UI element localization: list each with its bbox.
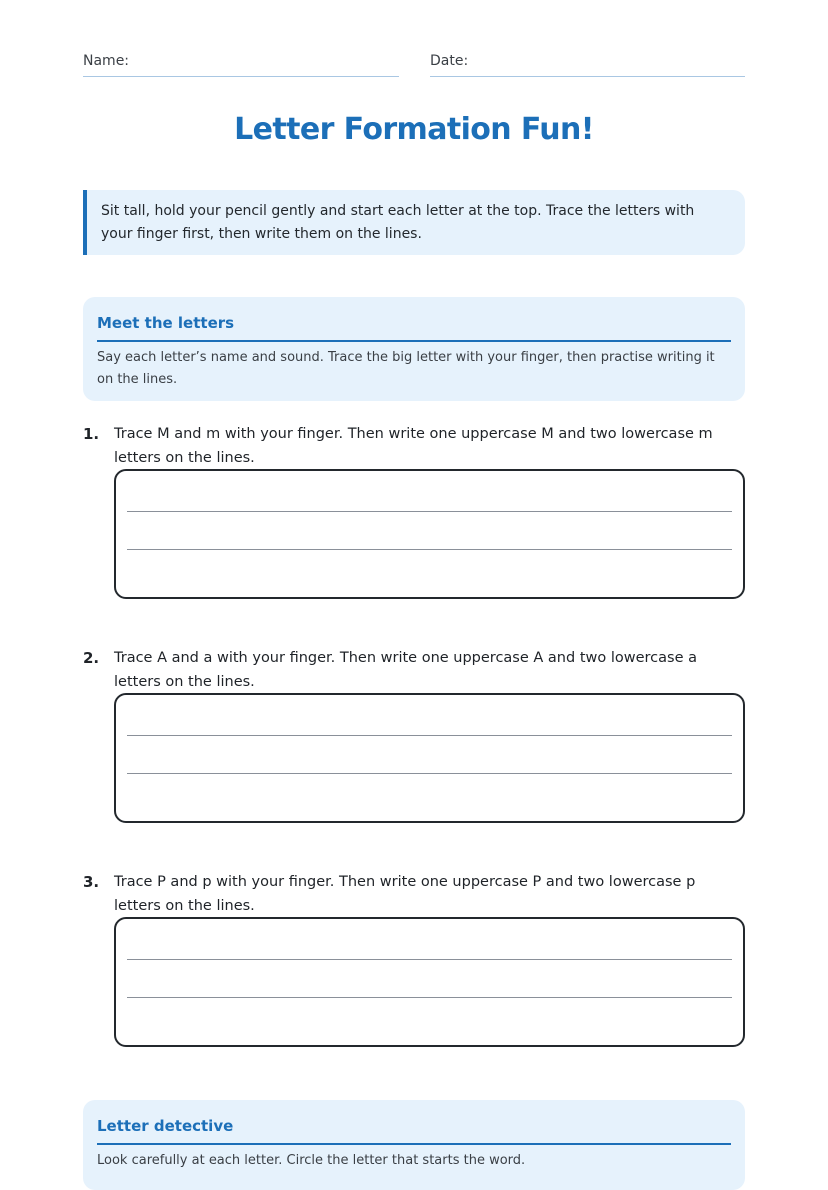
task-number: 2. — [83, 649, 100, 667]
date-label: Date: — [430, 53, 469, 69]
section-letter-detective — [83, 1100, 745, 1190]
task-instruction: Trace A and a with your finger. Then write one uppercase A and two lowercase a letters on the lines. — [114, 650, 697, 690]
worksheet-title: Letter Formation Fun! — [234, 112, 594, 147]
intro-text: Sit tall, hold your pencil gently and start each letter at the top. Trace the letters with your finger first, then write them on the lines. — [101, 203, 695, 242]
name-field[interactable] — [83, 50, 399, 77]
name-date-row — [83, 50, 745, 78]
writing-line — [127, 773, 732, 774]
writing-line — [127, 997, 732, 998]
section-heading: Letter detective — [97, 1114, 731, 1145]
task-number: 1. — [83, 425, 100, 443]
writing-box[interactable] — [114, 693, 745, 823]
writing-line — [127, 959, 732, 960]
section-meet-the-letters — [83, 297, 745, 401]
intro-callout — [83, 190, 745, 255]
section-description: Look carefully at each letter. Circle the letter that starts the word. — [97, 1153, 526, 1168]
task-number: 3. — [83, 873, 100, 891]
writing-box[interactable] — [114, 469, 745, 599]
name-label: Name: — [83, 53, 130, 69]
task-instruction: Trace P and p with your finger. Then write one uppercase P and two lowercase p letters on the lines. — [114, 874, 696, 914]
writing-box[interactable] — [114, 917, 745, 1047]
section-description: Say each letter’s name and sound. Trace the big letter with your finger, then practise writing it on the lines. — [97, 350, 715, 387]
date-field[interactable] — [430, 50, 745, 77]
writing-line — [127, 735, 732, 736]
task-instruction: Trace M and m with your finger. Then write one uppercase M and two lowercase m letters on the lines. — [114, 426, 713, 466]
writing-line — [127, 549, 732, 550]
section-heading: Meet the letters — [97, 311, 731, 342]
writing-line — [127, 511, 732, 512]
